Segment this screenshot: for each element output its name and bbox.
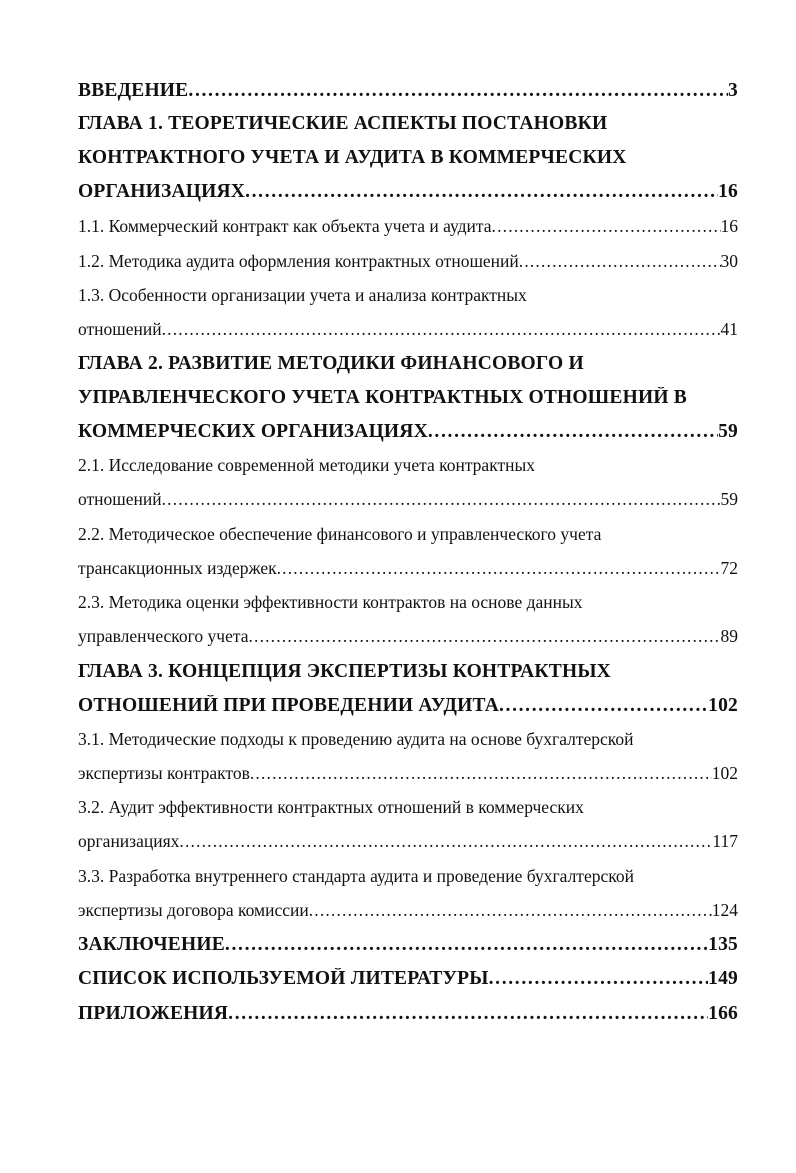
toc-leader-dots (188, 80, 728, 102)
toc-leader-dots (162, 319, 721, 340)
toc-entry-title: УПРАВЛЕНЧЕСКОГО УЧЕТА КОНТРАКТНЫХ ОТНОШЕНИЙ В (78, 387, 687, 408)
toc-page-number: 135 (708, 934, 738, 955)
toc-page-number: 16 (720, 216, 738, 236)
toc-entry (78, 353, 738, 387)
toc-page-number: 59 (718, 421, 738, 442)
toc-entry-title: ГЛАВА 1. ТЕОРЕТИЧЕСКИЕ АСПЕКТЫ ПОСТАНОВКИ (78, 113, 608, 134)
toc-leader-dots (248, 626, 720, 647)
toc-entry (78, 147, 738, 181)
toc-leader-dots (428, 421, 718, 443)
toc-page-number: 41 (720, 319, 738, 339)
toc-leader-dots (492, 216, 721, 237)
toc-entry-title: экспертизы договора комиссии (78, 900, 309, 920)
toc-entry-title: СПИСОК ИСПОЛЬЗУЕМОЙ ЛИТЕРАТУРЫ (78, 968, 489, 989)
toc-entry (78, 661, 738, 695)
toc-entry-title: КОНТРАКТНОГО УЧЕТА И АУДИТА В КОММЕРЧЕСКИХ (78, 147, 627, 168)
toc-leader-dots (225, 934, 708, 956)
toc-entry (78, 626, 738, 660)
toc-entry (78, 216, 738, 250)
toc-page-number: 16 (718, 181, 738, 202)
toc-page-number: 102 (711, 763, 738, 783)
toc-entry (78, 797, 738, 831)
toc-entry-title: 2.1. Исследование современной методики учета контрактных (78, 455, 535, 475)
toc-entry (78, 251, 738, 285)
toc-entry (78, 866, 738, 900)
toc-leader-dots (250, 763, 712, 784)
toc-page-number: 124 (711, 900, 738, 920)
toc-entry (78, 763, 738, 797)
toc-page-number: 149 (708, 968, 738, 989)
toc-entry-title: ЗАКЛЮЧЕНИЕ (78, 934, 225, 955)
toc-page-number: 89 (720, 626, 738, 646)
toc-entry (78, 181, 738, 215)
toc-entry-title: управленческого учета (78, 626, 249, 646)
toc-entry-title: организациях (78, 831, 180, 851)
toc-entry (78, 113, 738, 147)
toc-entry (78, 421, 738, 455)
toc-entry (78, 455, 738, 489)
toc-page-number: 117 (712, 831, 738, 851)
toc-page-number: 3 (728, 80, 738, 101)
toc-entry-title: ПРИЛОЖЕНИЯ (78, 1003, 229, 1024)
toc-leader-dots (519, 251, 721, 272)
toc-entry (78, 319, 738, 353)
toc-entry (78, 900, 738, 934)
toc-entry-title: отношений (78, 489, 162, 509)
toc-entry (78, 489, 738, 523)
toc-entry-title: трансакционных издержек (78, 558, 277, 578)
toc-entry (78, 831, 738, 865)
toc-leader-dots (162, 489, 721, 510)
toc-leader-dots (277, 558, 721, 579)
toc-entry-title: 1.2. Методика аудита оформления контрактных отношений (78, 251, 519, 271)
toc-page-number: 72 (720, 558, 738, 578)
toc-entry (78, 524, 738, 558)
toc-entry (78, 80, 738, 114)
toc-entry-title: ГЛАВА 3. КОНЦЕПЦИЯ ЭКСПЕРТИЗЫ КОНТРАКТНЫХ (78, 661, 611, 682)
toc-leader-dots (489, 968, 709, 990)
toc-entry-title: ГЛАВА 2. РАЗВИТИЕ МЕТОДИКИ ФИНАНСОВОГО И (78, 353, 584, 374)
toc-entry-title: 2.3. Методика оценки эффективности контрактов на основе данных (78, 592, 583, 612)
toc-leader-dots (228, 1003, 708, 1025)
toc-leader-dots (499, 695, 708, 717)
toc-leader-dots (245, 181, 718, 203)
toc-entry-title: 1.1. Коммерческий контракт как объекта учета и аудита (78, 216, 492, 236)
toc-page-number: 30 (720, 251, 738, 271)
toc-leader-dots (179, 831, 712, 852)
toc-entry-title: КОММЕРЧЕСКИХ ОРГАНИЗАЦИЯХ (78, 421, 428, 442)
toc-entry-title: отношений (78, 319, 162, 339)
toc-entry (78, 1003, 738, 1037)
toc-entry-title: экспертизы контрактов (78, 763, 250, 783)
toc-entry (78, 592, 738, 626)
toc-entry-title: 1.3. Особенности организации учета и анализа контрактных (78, 285, 527, 305)
toc-page-number: 59 (720, 489, 738, 509)
toc-page-number: 102 (708, 695, 738, 716)
toc-page-number: 166 (708, 1003, 738, 1024)
toc-entry (78, 285, 738, 319)
toc-leader-dots (309, 900, 712, 921)
toc-entry (78, 558, 738, 592)
toc-entry-title: 3.1. Методические подходы к проведению аудита на основе бухгалтерской (78, 729, 634, 749)
toc-entry-title: ОРГАНИЗАЦИЯХ (78, 181, 246, 202)
toc-entry (78, 729, 738, 763)
toc-entry-title: ОТНОШЕНИЙ ПРИ ПРОВЕДЕНИИ АУДИТА (78, 695, 499, 716)
toc-entry (78, 968, 738, 1002)
toc-entry (78, 934, 738, 968)
toc-entry (78, 387, 738, 421)
toc-entry-title: ВВЕДЕНИЕ (78, 80, 189, 101)
toc-entry-title: 3.3. Разработка внутреннего стандарта аудита и проведение бухгалтерской (78, 866, 634, 886)
toc-entry-title: 2.2. Методическое обеспечение финансового и управленческого учета (78, 524, 602, 544)
toc-entry-title: 3.2. Аудит эффективности контрактных отношений в коммерческих (78, 797, 584, 817)
toc-entry (78, 695, 738, 729)
